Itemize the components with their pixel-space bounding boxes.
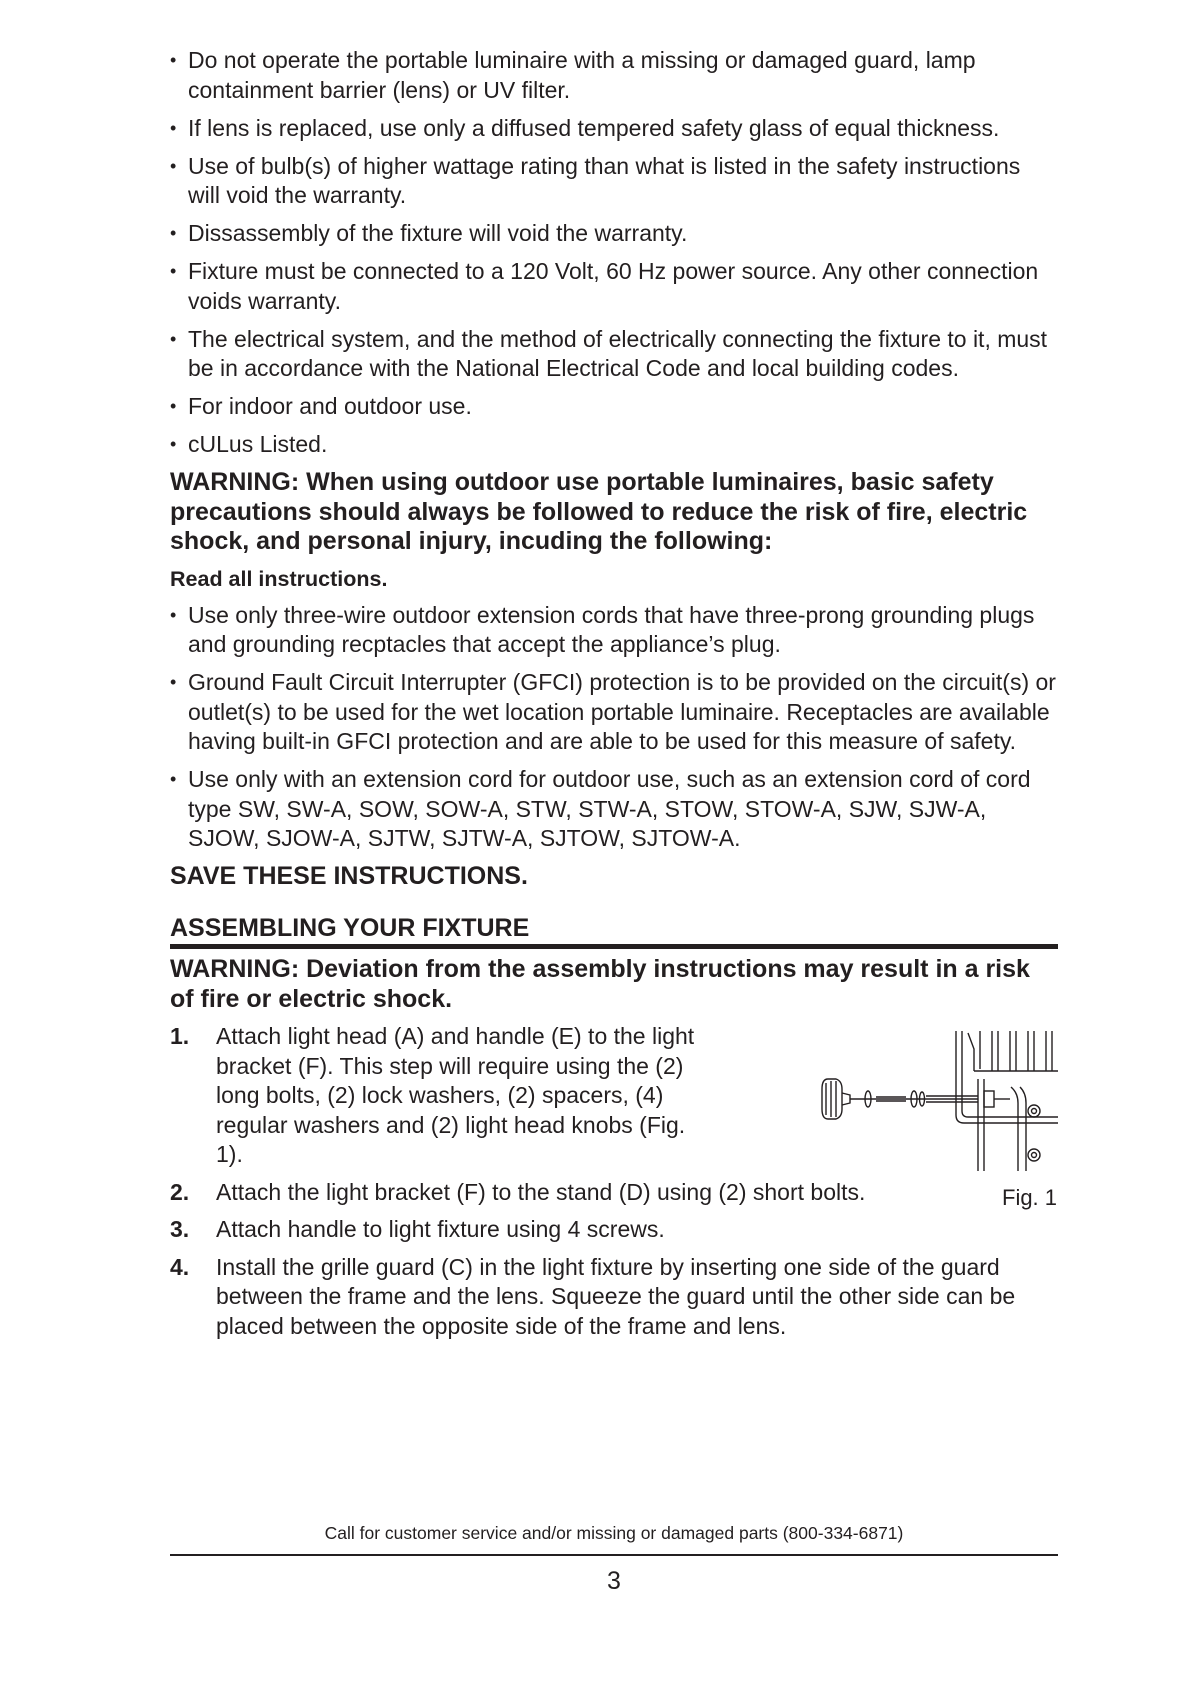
step-text: Attach light head (A) and handle (E) to the light bracket (F). This step will require using the (2) long bolts, (2) lock washers, (2) spacers, (4) regular washers and (2) light head knobs (Fig. 1).: [216, 1023, 695, 1167]
safety-bullet: • Dissassembly of the fixture will void the warranty.: [170, 219, 1058, 249]
page-number: 3: [607, 1567, 621, 1595]
safety-bullet: • If lens is replaced, use only a diffused tempered safety glass of equal thickness.: [170, 114, 1058, 144]
assembly-step: [170, 1178, 1058, 1208]
step-number: 2.: [170, 1178, 190, 1205]
outdoor-bullet: • Use only three-wire outdoor extension cords that have three-prong grounding plugs and grounding recptacles that accept the appliance’s plug.: [170, 601, 1058, 660]
outdoor-bullet-list: [170, 601, 1058, 854]
step-number: 1.: [170, 1023, 190, 1049]
safety-bullet: • The electrical system, and the method of electrically connecting the fixture to it, must be in accordance with the National Electrical Code and local building codes.: [170, 325, 1058, 384]
step-number: 3.: [170, 1216, 190, 1242]
safety-bullet: • cULus Listed.: [170, 430, 1058, 460]
assembly-step: [170, 1022, 716, 1170]
light-head-assembly-drawing: [806, 1031, 1058, 1171]
outdoor-bullet: • Ground Fault Circuit Interrupter (GFCI) protection is to be provided on the circuit(s) or outlet(s) to be used for the wet location portable luminaire. Receptacles are available having built-in GFCI protection and are able to be used for this measure of safety.: [170, 668, 1058, 757]
manual-page: [170, 46, 1058, 1349]
assembly-section-title: ASSEMBLING YOUR FIXTURE: [170, 913, 1058, 949]
step-text: Attach the light bracket (F) to the stand (D) using (2) short bolts.: [216, 1178, 866, 1205]
safety-bullet: • Do not operate the portable luminaire with a missing or damaged guard, lamp containment barrier (lens) or UV filter.: [170, 46, 1058, 105]
step-text: Attach handle to light fixture using 4 screws.: [216, 1216, 665, 1242]
save-instructions: SAVE THESE INSTRUCTIONS.: [170, 862, 528, 890]
figure-1-illustration: [806, 1031, 1058, 1171]
safety-bullet: • Fixture must be connected to a 120 Volt, 60 Hz power source. Any other connection voids warranty.: [170, 257, 1058, 316]
read-all-instructions: Read all instructions.: [170, 566, 388, 591]
safety-bullet: • Use of bulb(s) of higher wattage rating than what is listed in the safety instructions will void the warranty.: [170, 152, 1058, 211]
outdoor-warning: WARNING: When using outdoor use portable luminaires, basic safety precautions should always be followed to reduce the risk of fire, electric shock, and personal injury, incuding the following:: [170, 468, 1028, 555]
outdoor-bullet: • Use only with an extension cord for outdoor use, such as an extension cord of cord type SW, SW-A, SOW, SOW-A, STW, STW-A, STOW, STOW-A, SJW, SJW-A, SJOW, SJOW-A, SJTW, SJTW-A, SJTOW, SJTOW-A.: [170, 765, 1058, 854]
safety-bullet-list: [170, 46, 1058, 460]
figure-1-label: Fig. 1: [1002, 1185, 1058, 1210]
step-text: Install the grille guard (C) in the light fixture by inserting one side of the guard between the frame and the lens. Squeeze the guard until the other side can be placed between the opposite side of the frame and lens.: [216, 1253, 1016, 1339]
assembly-step: [170, 1253, 1058, 1342]
assembly-step: [170, 1215, 1058, 1245]
footer-divider: [170, 1554, 1058, 1556]
safety-bullet: • For indoor and outdoor use.: [170, 392, 1058, 422]
assembly-warning: WARNING: Deviation from the assembly instructions may result in a risk of fire or electric shock.: [170, 955, 1030, 1013]
page-footer: [170, 1522, 1058, 1596]
customer-service-text: Call for customer service and/or missing or damaged parts (800-334-6871): [324, 1523, 904, 1543]
step-number: 4.: [170, 1253, 190, 1280]
